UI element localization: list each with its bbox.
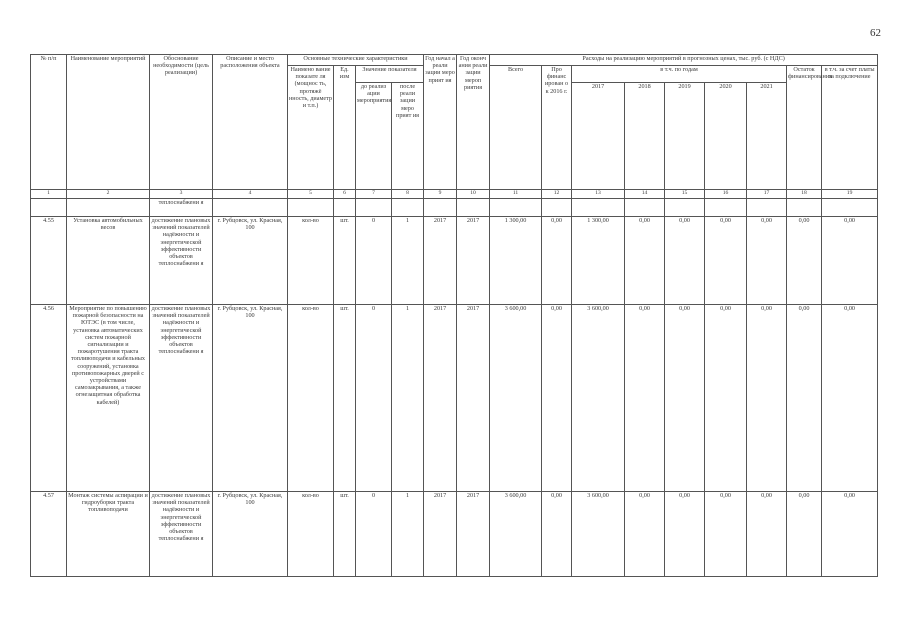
column-number: 8 [392, 190, 424, 199]
header-col-before: до реализ ации мероприятия [356, 83, 392, 190]
header-years-group: в т.ч. по годам [572, 66, 787, 83]
header-year-2019: 2019 [665, 83, 705, 190]
table-row [31, 305, 878, 492]
row-2019: 0,00 [665, 217, 705, 305]
row-2018: 0,00 [625, 305, 665, 492]
row-end-year: 2017 [457, 492, 490, 577]
row-end-year: 2017 [457, 217, 490, 305]
header-col-end-year: Год оконч ания реали зации мероп риятия [457, 55, 490, 190]
header-col-total: Всего [490, 66, 542, 190]
header-col-start-year: Год начал а реали зации меро прият ия [424, 55, 457, 190]
row-funded: 0,00 [542, 492, 572, 577]
row-remaining: 0,00 [787, 305, 822, 492]
header-col-location: Описание и место расположения объекта [213, 55, 288, 190]
table-row [31, 492, 878, 577]
row-funded: 0,00 [542, 305, 572, 492]
row-2020: 0,00 [705, 305, 747, 492]
row-after: 1 [392, 492, 424, 577]
header-col-basis: Обоснование необходимости (цель реализации) [150, 55, 213, 190]
row-before: 0 [356, 217, 392, 305]
header-col-funded: Про финанс ирован о к 2016 г. [542, 66, 572, 190]
header-tech-group: Основные технические характеристики [288, 55, 424, 66]
header-year-2017: 2017 [572, 83, 625, 190]
row-code: 4.57 [31, 492, 67, 577]
row-2017: 3 600,00 [572, 305, 625, 492]
row-connection: 0,00 [822, 305, 878, 492]
header-year-2020: 2020 [705, 83, 747, 190]
column-number: 16 [705, 190, 747, 199]
row-funded: 0,00 [542, 217, 572, 305]
row-2021: 0,00 [747, 217, 787, 305]
column-number: 4 [213, 190, 288, 199]
spillover-row [31, 199, 878, 217]
row-2020: 0,00 [705, 492, 747, 577]
header-row-1 [31, 55, 878, 66]
row-basis: достижение плановых значений показателей надёжности и энергетической эффективности объектов теплоснабжени я [150, 492, 213, 577]
column-number: 5 [288, 190, 334, 199]
column-number: 14 [625, 190, 665, 199]
table-row [31, 217, 878, 305]
row-total: 1 300,00 [490, 217, 542, 305]
column-number-row [31, 190, 878, 199]
row-remaining: 0,00 [787, 217, 822, 305]
row-name: Установка автомобильных весов [67, 217, 150, 305]
column-number: 1 [31, 190, 67, 199]
column-number: 9 [424, 190, 457, 199]
row-start-year: 2017 [424, 217, 457, 305]
spillover-text: теплоснабжени я [150, 199, 213, 217]
header-col-connection: в т.ч. за счет платы за подключение [822, 66, 878, 190]
row-end-year: 2017 [457, 305, 490, 492]
row-2018: 0,00 [625, 492, 665, 577]
row-name: Монтаж системы аспирации и гидроуборки тракта топливоподачи [67, 492, 150, 577]
header-col-after: после реали зации меро прият ия [392, 83, 424, 190]
column-number: 18 [787, 190, 822, 199]
row-2020: 0,00 [705, 217, 747, 305]
row-unit: шт. [334, 217, 356, 305]
row-after: 1 [392, 305, 424, 492]
column-number: 10 [457, 190, 490, 199]
row-2021: 0,00 [747, 305, 787, 492]
header-col-name: Наименование мероприятий [67, 55, 150, 190]
row-2017: 3 600,00 [572, 492, 625, 577]
header-col-number: № п/п [31, 55, 67, 190]
column-number: 17 [747, 190, 787, 199]
row-start-year: 2017 [424, 305, 457, 492]
row-name: Мероприятие по повышению пожарной безопасности на ЮТЭС (в том числе, установка автоматических систем пожарной сигнализации и пожаротушения тракта топливоподачи и кабельных сооружений, установка противопожарных дверей с устройствами самозакрывания, а также огнезащитная обработка кабелей) [67, 305, 150, 492]
row-basis: достижение плановых значений показателей надёжности и энергетической эффективности объектов теплоснабжени я [150, 305, 213, 492]
page-number: 62 [870, 27, 881, 39]
investment-table [30, 54, 878, 577]
column-number: 6 [334, 190, 356, 199]
row-indicator: кол-во [288, 305, 334, 492]
header-year-2018: 2018 [625, 83, 665, 190]
row-remaining: 0,00 [787, 492, 822, 577]
column-number: 15 [665, 190, 705, 199]
column-number: 2 [67, 190, 150, 199]
row-start-year: 2017 [424, 492, 457, 577]
row-location: г. Рубцовск, ул. Красная, 100 [213, 492, 288, 577]
row-before: 0 [356, 492, 392, 577]
row-location: г. Рубцовск, ул. Красная, 100 [213, 305, 288, 492]
column-number: 7 [356, 190, 392, 199]
header-year-2021: 2021 [747, 83, 787, 190]
row-indicator: кол-во [288, 492, 334, 577]
row-2019: 0,00 [665, 492, 705, 577]
header-col-remaining: Остаток финансирования [787, 66, 822, 190]
row-location: г. Рубцовск, ул. Красная, 100 [213, 217, 288, 305]
row-indicator: кол-во [288, 217, 334, 305]
column-number: 13 [572, 190, 625, 199]
row-2021: 0,00 [747, 492, 787, 577]
row-code: 4.55 [31, 217, 67, 305]
row-before: 0 [356, 305, 392, 492]
row-2018: 0,00 [625, 217, 665, 305]
header-value-group: Значение показателя [356, 66, 424, 83]
row-basis: достижение плановых значений показателей надёжности и энергетической эффективности объектов теплоснабжени я [150, 217, 213, 305]
row-after: 1 [392, 217, 424, 305]
row-code: 4.56 [31, 305, 67, 492]
row-unit: шт. [334, 305, 356, 492]
header-col-unit: Ед. изм [334, 66, 356, 190]
row-connection: 0,00 [822, 492, 878, 577]
column-number: 12 [542, 190, 572, 199]
row-total: 3 600,00 [490, 492, 542, 577]
row-2019: 0,00 [665, 305, 705, 492]
column-number: 11 [490, 190, 542, 199]
header-costs-group: Расходы на реализацию мероприятий в прогнозных ценах, тыс. руб. (с НДС) [490, 55, 878, 66]
column-number: 3 [150, 190, 213, 199]
row-total: 3 600,00 [490, 305, 542, 492]
row-2017: 1 300,00 [572, 217, 625, 305]
row-connection: 0,00 [822, 217, 878, 305]
header-col-indicator: Наимено вание показате ля (мощнос ть, протяжё нность, диаметр и т.п.) [288, 66, 334, 190]
column-number: 19 [822, 190, 878, 199]
row-unit: шт. [334, 492, 356, 577]
